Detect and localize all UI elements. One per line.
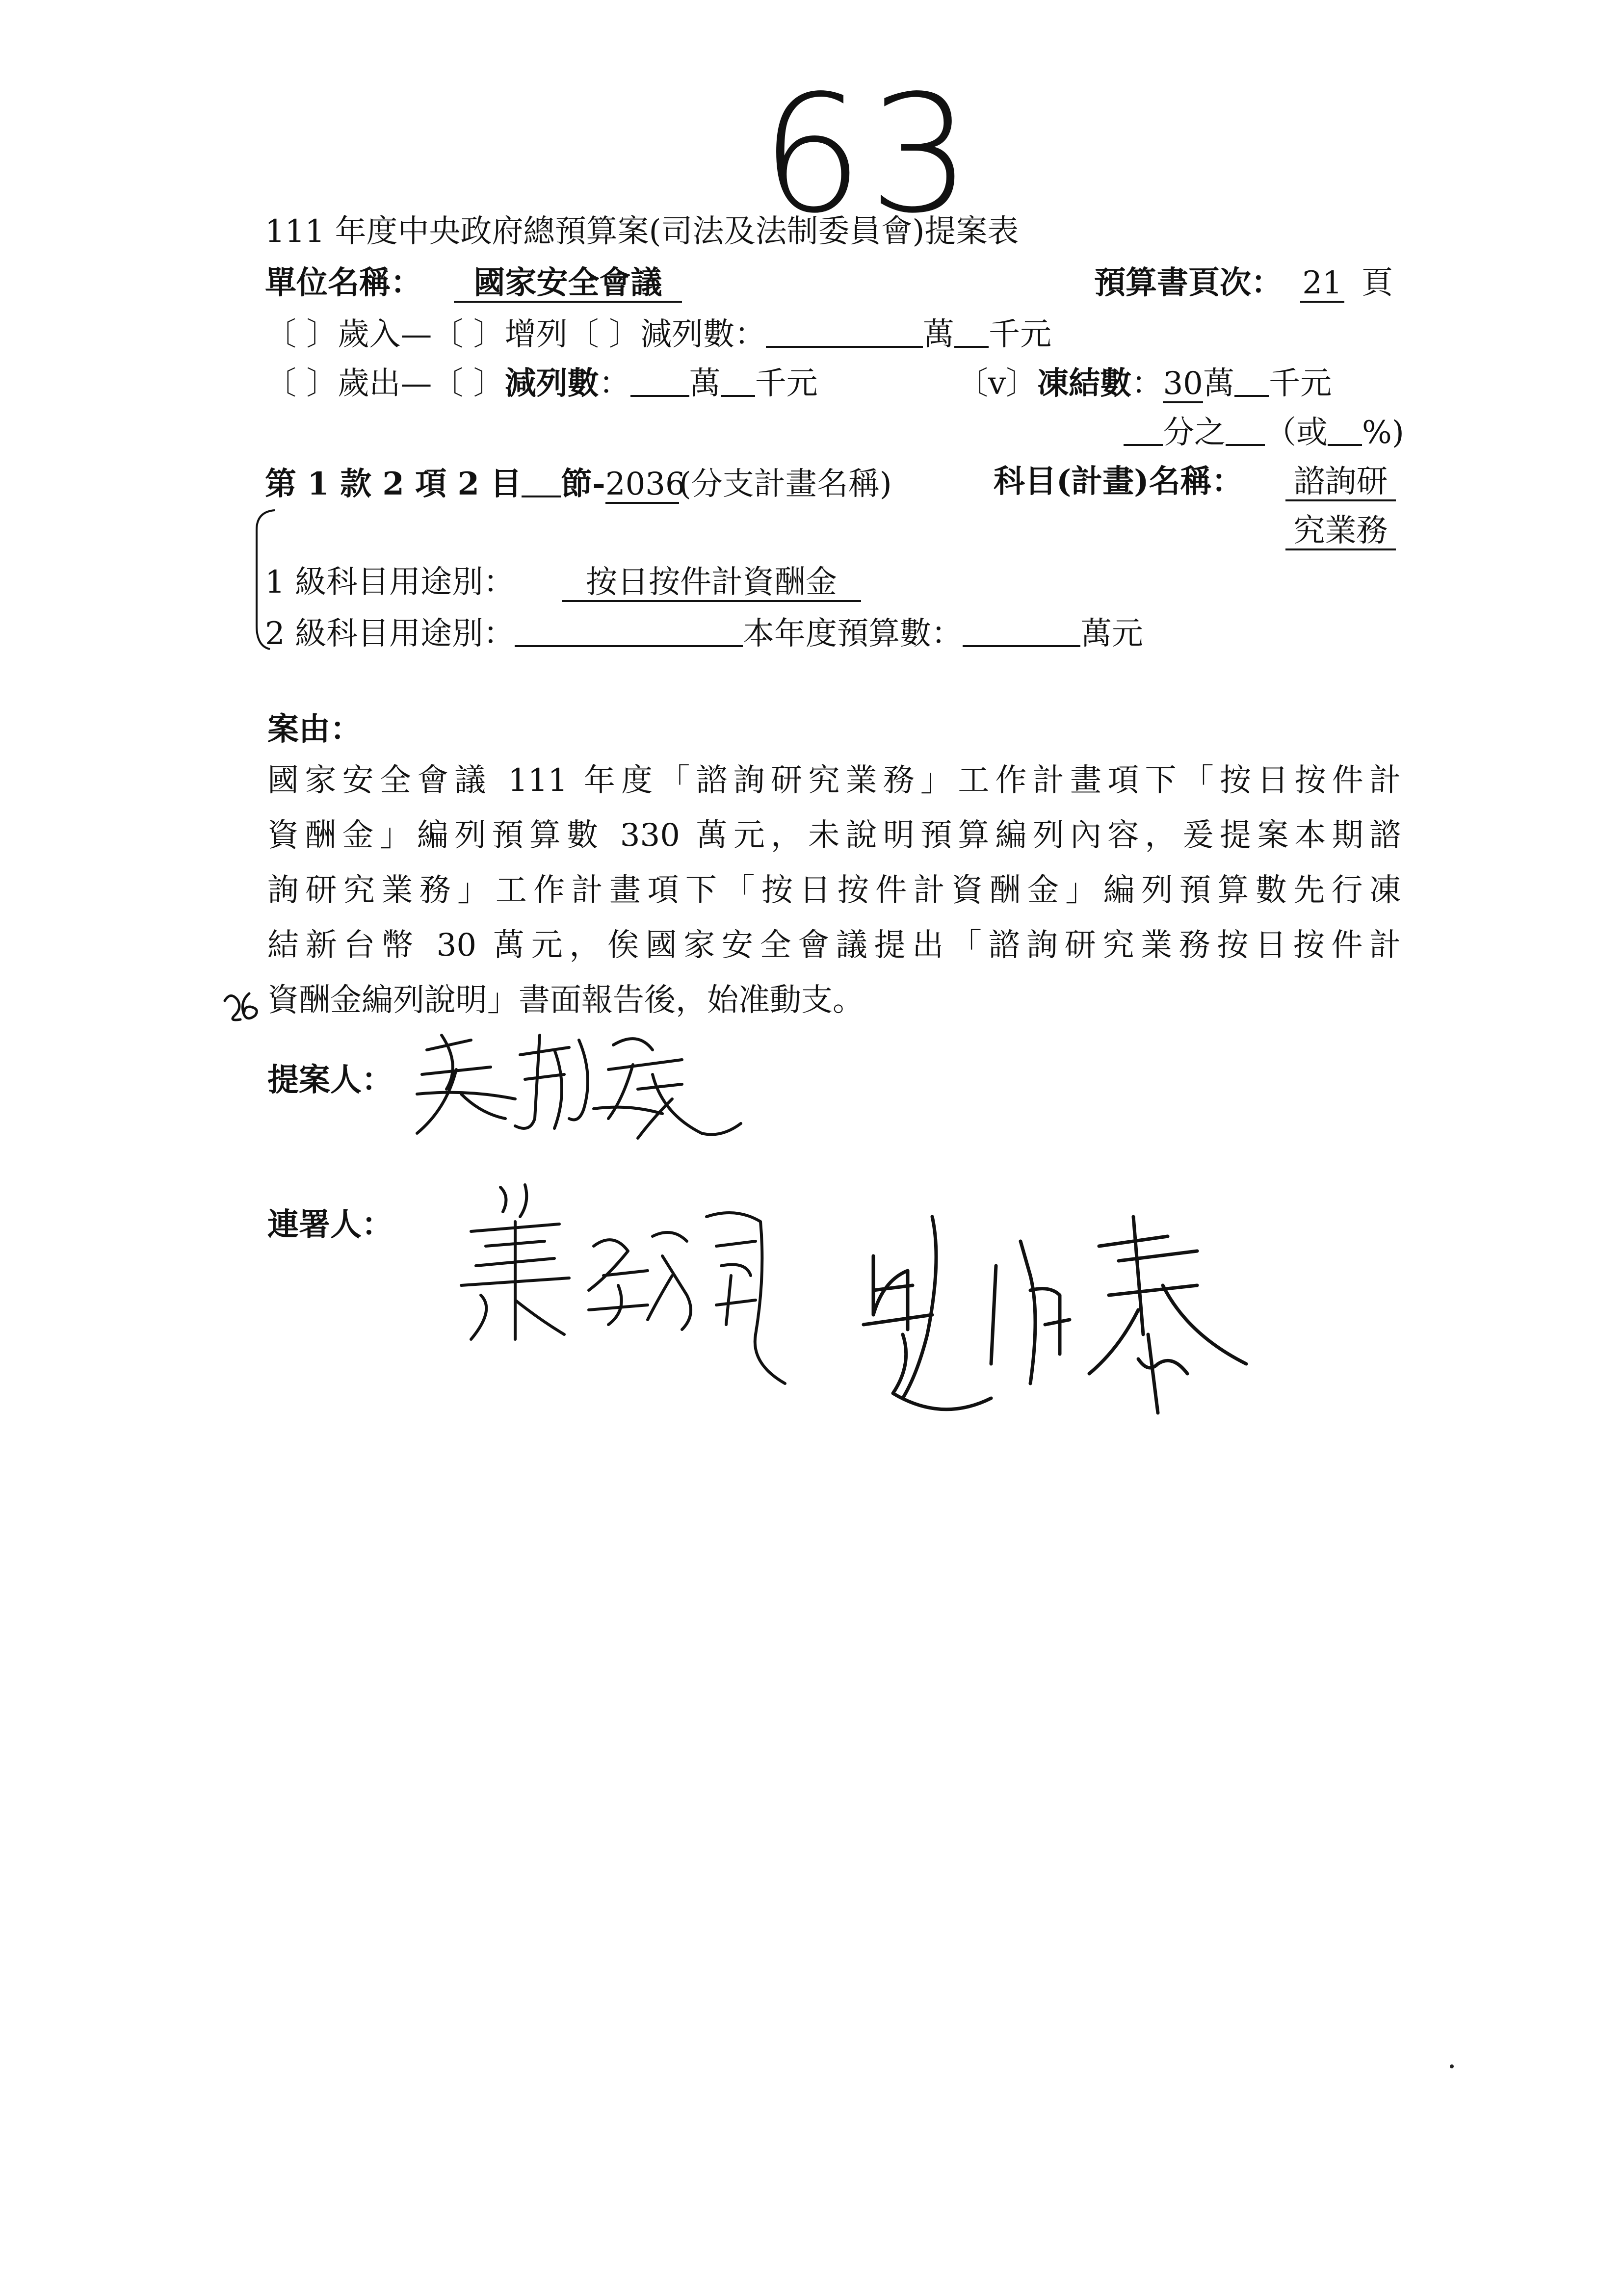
- expenditure-prefix: 〔 〕歲出—〔 〕: [265, 365, 505, 402]
- freeze-value: 30: [1163, 368, 1203, 403]
- reason-line: 資酬金編列說明」書面報告後，始准動支。: [267, 982, 864, 1018]
- revenue-qian-blank: [954, 316, 989, 348]
- freeze-label: 凍結數: [1037, 365, 1132, 402]
- reason-line: 詢研究業務」工作計畫項下「按日按件計資酬金」編列預算數先行凍: [267, 872, 1401, 909]
- reduce-qian-blank: [721, 365, 755, 397]
- proposer-signature: [407, 1020, 760, 1148]
- level2-label: 2 級科目用途別：: [265, 616, 515, 652]
- reason-paragraph: [267, 753, 1401, 1028]
- fraction-text: 分之: [1163, 415, 1226, 451]
- freeze-qian-blank: [1234, 365, 1269, 397]
- subject-value-2: 究業務: [1285, 515, 1396, 550]
- freeze-wan: 萬: [1203, 365, 1235, 402]
- fraction-denominator-blank: [1124, 415, 1163, 446]
- cosigner-signature-2: [844, 1187, 1285, 1442]
- budget-page-value: 21: [1300, 267, 1344, 303]
- fraction-numerator-blank: [1226, 415, 1265, 446]
- cosigner-signature-1: [442, 1177, 795, 1403]
- reduce-colon: ：: [599, 365, 630, 402]
- revenue-qianyuan: 千元: [989, 316, 1052, 353]
- budget-amount-unit: 萬元: [1080, 616, 1144, 652]
- percent-text: %): [1362, 415, 1404, 451]
- budget-page-suffix: 頁: [1362, 265, 1393, 301]
- unit-name-value: 國家安全會議: [454, 267, 682, 303]
- form-title: 111 年度中央政府總預算案(司法及法制委員會)提案表: [265, 213, 1019, 250]
- reduce-wan-blank: [630, 365, 689, 397]
- proposer-label: 提案人：: [267, 1062, 393, 1098]
- revenue-wan: 萬: [923, 316, 955, 353]
- budget-amount-label: 本年度預算數：: [743, 616, 963, 652]
- percent-blank: [1328, 415, 1362, 446]
- jie-text: 節-: [561, 466, 605, 502]
- reason-line: 結新台幣 30 萬元，俟國家安全會議提出「諮詢研究業務按日按件計: [267, 927, 1401, 964]
- level1-label: 1 級科目用途別：: [265, 564, 515, 600]
- reason-line: 資酬金」編列預算數 330 萬元，未說明預算編列內容，爰提案本期諮: [267, 817, 1401, 854]
- revenue-wan-blank: [766, 316, 923, 348]
- budget-page-label: 預算書頁次：: [1094, 264, 1283, 301]
- budget-amount-blank: [963, 616, 1080, 647]
- reduce-wan: 萬: [689, 365, 721, 402]
- stray-dot: [1450, 2064, 1454, 2068]
- item-line: [265, 466, 892, 504]
- revenue-prefix: 〔 〕歲入—〔 〕增列〔 〕減列數：: [265, 316, 766, 353]
- reason-label: 案由：: [267, 711, 362, 748]
- or-text: （或: [1265, 415, 1328, 451]
- plan-code: 2036: [605, 469, 679, 504]
- revenue-line: [265, 316, 1052, 353]
- freeze-qianyuan: 千元: [1269, 365, 1332, 402]
- level1-value: 按日按件計資酬金: [562, 567, 861, 602]
- margin-mark-handwritten: [221, 981, 280, 1025]
- freeze-checkbox: 〔v〕: [957, 365, 1038, 402]
- page-number: 63: [760, 60, 976, 249]
- unit-name-label: 單位名稱：: [265, 264, 422, 301]
- level2-line: [265, 616, 1143, 650]
- freeze-group: [957, 365, 1332, 403]
- reduce-qianyuan: 千元: [755, 365, 818, 402]
- fraction-line: [1124, 415, 1404, 451]
- reason-line: 國家安全會議 111 年度「諮詢研究業務」工作計畫項下「按日按件計: [267, 762, 1401, 799]
- reduce-label: 減列數: [504, 365, 599, 402]
- level2-blank: [515, 616, 743, 647]
- jie-blank: [522, 466, 561, 497]
- subject-value-1: 諮詢研: [1285, 466, 1396, 501]
- freeze-colon: ：: [1131, 365, 1163, 402]
- branch-plan-text: (分支計畫名稱): [679, 466, 892, 502]
- cosigners-label: 連署人：: [267, 1206, 393, 1243]
- expenditure-line: [265, 365, 818, 402]
- kuan-xiang-mu: 第 1 款 2 項 2 目: [265, 466, 522, 502]
- subject-label: 科目(計畫)名稱：: [994, 463, 1243, 500]
